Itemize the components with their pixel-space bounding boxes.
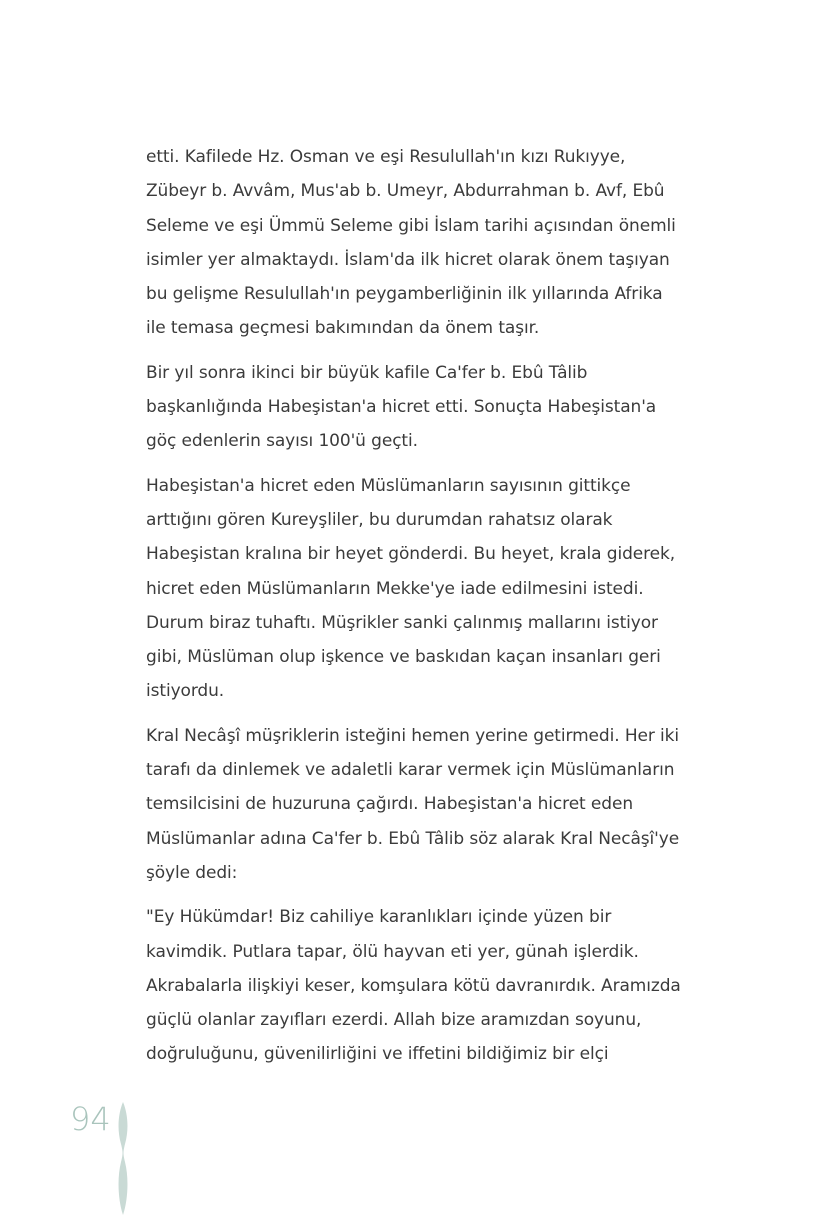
text-line: temsilcisini de huzuruna çağırdı. Habeşistan'a hicret eden [146, 794, 634, 815]
paragraph-2 [146, 356, 706, 459]
text-line: şöyle dedi: [146, 862, 238, 883]
paragraph-4 [146, 719, 706, 890]
text-line: Habeşistan'a hicret eden Müslümanların sayısının gittikçe [146, 475, 631, 496]
text-line: tarafı da dinlemek ve adaletli karar vermek için Müslümanların [146, 760, 675, 781]
text-line: Seleme ve eşi Ümmü Seleme gibi İslam tarihi açısından önemli [146, 215, 676, 236]
paragraph-3 [146, 469, 706, 709]
paragraph-5 [146, 900, 706, 1071]
text-line: Müslümanlar adına Ca'fer b. Ebû Tâlib söz alarak Kral Necâşî'ye [146, 828, 680, 849]
text-line: Akrabalarla ilişkiyi keser, komşulara kötü davranırdık. Aramızda [146, 975, 681, 996]
text-line: Zübeyr b. Avvâm, Mus'ab b. Umeyr, Abdurrahman b. Avf, Ebû [146, 181, 665, 202]
text-line: kavimdik. Putlara tapar, ölü hayvan eti yer, günah işlerdik. [146, 941, 639, 962]
text-line: gibi, Müslüman olup işkence ve baskıdan kaçan insanları geri [146, 647, 661, 668]
page-ornament-icon [112, 1100, 134, 1217]
body-text [146, 140, 706, 1082]
paragraph-1 [146, 140, 706, 346]
text-line: ile temasa geçmesi bakımından da önem taşır. [146, 318, 540, 339]
text-line: "Ey Hükümdar! Biz cahiliye karanlıkları içinde yüzen bir [146, 907, 612, 928]
text-line: bu gelişme Resulullah'ın peygamberliğinin ilk yıllarında Afrika [146, 284, 663, 305]
text-line: Durum biraz tuhaftı. Müşrikler sanki çalınmış mallarını istiyor [146, 612, 658, 633]
text-line: güçlü olanlar zayıfları ezerdi. Allah bize aramızdan soyunu, [146, 1010, 642, 1031]
text-line: hicret eden Müslümanların Mekke'ye iade edilmesini istedi. [146, 578, 644, 599]
page-number: 94 [70, 1100, 111, 1138]
text-line: doğruluğunu, güvenilirliğini ve iffetini bildiğimiz bir elçi [146, 1044, 609, 1065]
text-line: Habeşistan kralına bir heyet gönderdi. Bu heyet, krala giderek, [146, 544, 676, 565]
text-line: etti. Kafilede Hz. Osman ve eşi Resulullah'ın kızı Rukıyye, [146, 147, 626, 167]
text-line: Kral Necâşî müşriklerin isteğini hemen yerine getirmedi. Her iki [146, 725, 680, 746]
text-line: arttığını gören Kureyşliler, bu durumdan rahatsız olarak [146, 509, 613, 530]
text-line: Bir yıl sonra ikinci bir büyük kafile Ca'fer b. Ebû Tâlib [146, 362, 588, 383]
text-line: göç edenlerin sayısı 100'ü geçti. [146, 431, 418, 452]
text-line: başkanlığında Habeşistan'a hicret etti. Sonuçta Habeşistan'a [146, 397, 657, 418]
text-line: istiyordu. [146, 681, 225, 702]
text-line: isimler yer almaktaydı. İslam'da ilk hicret olarak önem taşıyan [146, 249, 670, 270]
